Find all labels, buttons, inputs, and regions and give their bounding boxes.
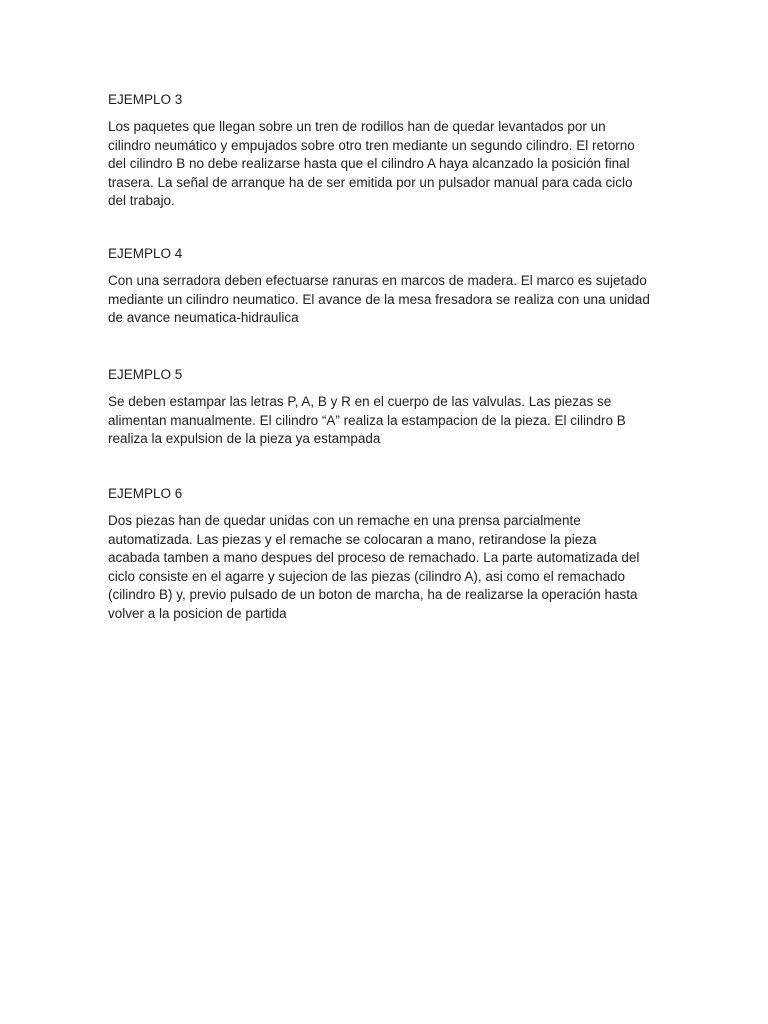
example-4-heading: EJEMPLO 4 [108, 246, 183, 261]
example-5-text: Se deben estampar las letras P, A, B y R en el cuerpo de las valvulas. Las piezas se alimentan manualmente. El cilindro “A” realiza la estampacion de la pieza. El cilindro B realiza la expulsion de la pieza ya estampada [108, 394, 626, 446]
example-6-heading: EJEMPLO 6 [108, 486, 183, 501]
example-6-section [108, 485, 688, 623]
example-3-heading: EJEMPLO 3 [108, 92, 183, 107]
example-5-section [108, 366, 688, 449]
example-4-section [108, 245, 688, 328]
example-3-section [108, 91, 688, 211]
example-5-heading: EJEMPLO 5 [108, 367, 183, 382]
example-6-text: Dos piezas han de quedar unidas con un remache en una prensa parcialmente automatizada. Las piezas y el remache se colocaran a mano, retirandose la pieza acabada tamben a mano despues del proceso de remachado. La parte automatizada del ciclo consiste en el agarre y sujecion de las piezas (cilindro A), asi como el remachado (cilindro B) y, previo pulsado de un boton de marcha, ha de realizarse la operación hasta volver a la posicion de partida [108, 513, 640, 621]
example-3-text: Los paquetes que llegan sobre un tren de rodillos han de quedar levantados por un cilindro neumático y empujados sobre otro tren mediante un segundo cilindro. El retorno del cilindro B no debe realizarse hasta que el cilindro A haya alcanzado la posición final trasera. La señal de arranque ha de ser emitida por un pulsador manual para cada ciclo del trabajo. [108, 119, 635, 208]
example-4-text: Con una serradora deben efectuarse ranuras en marcos de madera. El marco es sujetado mediante un cilindro neumatico. El avance de la mesa fresadora se realiza con una unidad de avance neumatica-hidraulica [108, 273, 650, 325]
